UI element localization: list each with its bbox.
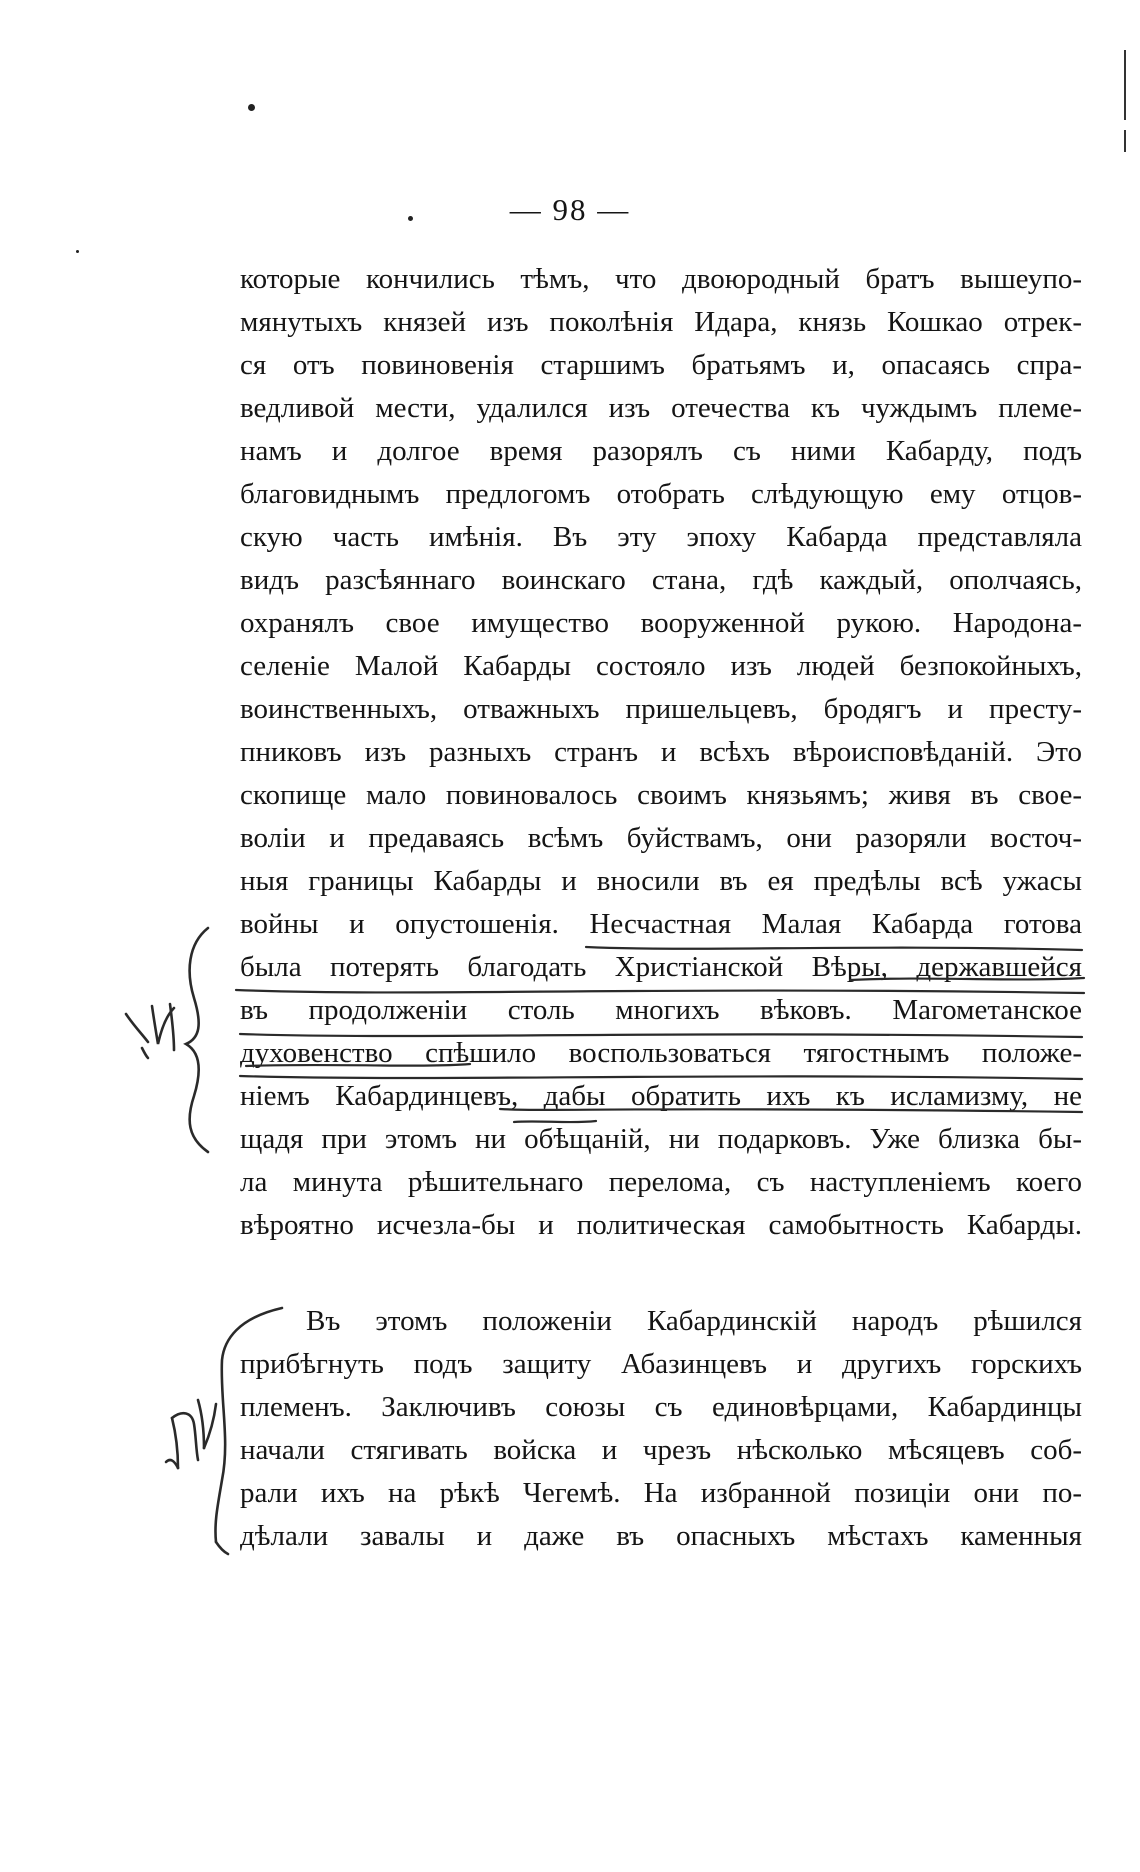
margin-brace-monogram-2 — [152, 1300, 302, 1560]
text-line: рали ихъ на рѣкѣ Чегемѣ. На избранной позиціи они по- — [240, 1477, 1082, 1509]
text-line: намъ и долгое время разорялъ съ ними Кабарду, подъ — [240, 435, 1082, 467]
text-line: ся отъ повиновенія старшимъ братьямъ и, опасаясь спра- — [240, 349, 1082, 381]
text-line: которые кончились тѣмъ, что двоюродный братъ вышеупо- — [240, 263, 1082, 295]
margin-brace-monogram-1 — [112, 920, 262, 1160]
text-line: дѣлали завалы и даже въ опасныхъ мѣстахъ каменныя — [240, 1520, 1082, 1552]
text-line: духовенство спѣшило воспользоваться тягостнымъ положе- — [240, 1037, 1082, 1069]
page-number: — 98 — — [509, 192, 631, 227]
text-line: войны и опустошенія. Несчастная Малая Кабарда готова — [240, 908, 1082, 940]
text-line: была потерять благодать Христіанской Вѣры, державшейся — [240, 951, 1082, 983]
text-line: начали стягивать войска и чрезъ нѣсколько мѣсяцевъ соб- — [240, 1434, 1082, 1466]
text-line: племенъ. Заключивъ союзы съ единовѣрцами, Кабардинцы — [240, 1391, 1082, 1423]
text-line: прибѣгнуть подъ защиту Абазинцевъ и другихъ горскихъ — [240, 1348, 1082, 1380]
text-line: Въ этомъ положеніи Кабардинскій народъ рѣшился — [306, 1305, 1082, 1337]
text-line: ніемъ Кабардинцевъ, дабы обратить ихъ къ исламизму, не — [240, 1080, 1082, 1112]
text-line: вѣроятно исчезла-бы и политическая самобытность Кабарды. — [240, 1209, 1082, 1241]
text-line: селеніе Малой Кабарды состояло изъ людей безпокойныхъ, — [240, 650, 1082, 682]
text-line: ведливой мести, удалился изъ отечества къ чуждымъ племе- — [240, 392, 1082, 424]
text-line: охранялъ свое имущество вооруженной рукою. Народона- — [240, 607, 1082, 639]
text-line: въ продолженіи столь многихъ вѣковъ. Магометанское — [240, 994, 1082, 1026]
text-line: скую часть имѣнія. Въ эту эпоху Кабарда представляла — [240, 521, 1082, 553]
text-line: мянутыхъ князей изъ поколѣнія Идара, князь Кошкао отрек- — [240, 306, 1082, 338]
text-line: скопище мало повиновалось своимъ князьямъ; живя въ свое- — [240, 779, 1082, 811]
text-line: благовиднымъ предлогомъ отобрать слѣдующую ему отцов- — [240, 478, 1082, 510]
text-line: пниковъ изъ разныхъ странъ и всѣхъ вѣроисповѣданій. Это — [240, 736, 1082, 768]
text-line: ла минута рѣшительнаго перелома, съ наступленіемъ коего — [240, 1166, 1082, 1198]
text-line: воліи и предаваясь всѣмъ буйствамъ, они разоряли восточ- — [240, 822, 1082, 854]
text-line: воинственныхъ, отважныхъ пришельцевъ, бродягъ и престу- — [240, 693, 1082, 725]
text-line: видъ разсѣяннаго воинскаго стана, гдѣ каждый, ополчаясь, — [240, 564, 1082, 596]
text-line: щадя при этомъ ни обѣщаній, ни подарковъ. Уже близка бы- — [240, 1123, 1082, 1155]
text-line: ныя границы Кабарды и вносили въ ея предѣлы всѣ ужасы — [240, 865, 1082, 897]
